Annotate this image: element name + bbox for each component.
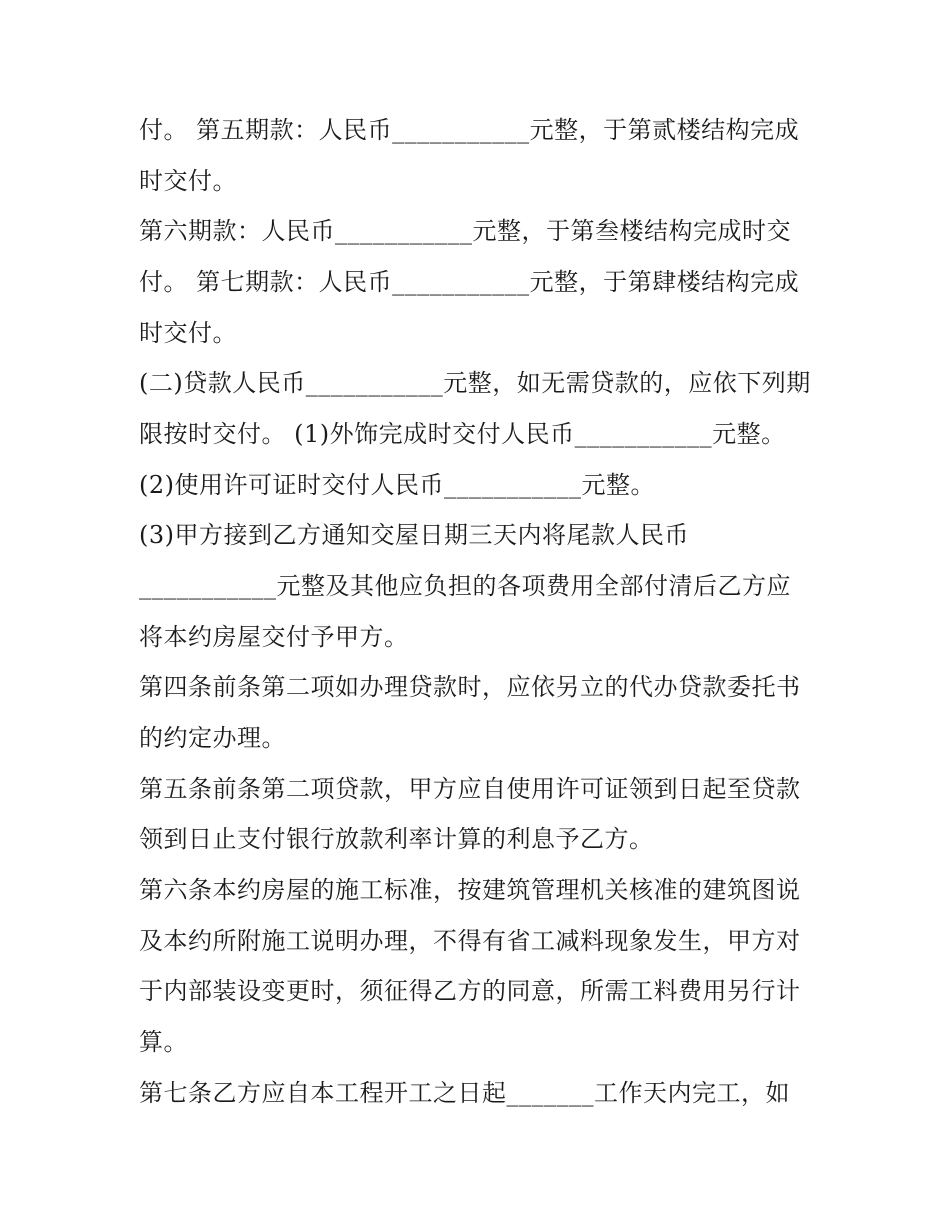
text-line: 限按时交付。 (1)外饰完成时交付人民币___________元整。: [139, 420, 786, 448]
text-line: 第四条前条第二项如办理贷款时，应依另立的代办贷款委托书: [139, 673, 801, 701]
text-line: 第七条乙方应自本工程开工之日起_______工作天内完工，如: [139, 1079, 790, 1107]
text-line: 付。 第七期款：人民币___________元整，于第肆楼结构完成: [139, 268, 800, 296]
text-line: (二)贷款人民币___________元整，如无需贷款的，应依下列期: [139, 369, 811, 397]
text-line: 及本约所附施工说明办理，不得有省工减料现象发生，甲方对: [139, 927, 801, 955]
text-line: 第五条前条第二项贷款，甲方应自使用许可证领到日起至贷款: [139, 775, 801, 803]
text-line: 算。: [139, 1028, 188, 1056]
text-line: 时交付。: [139, 167, 237, 195]
text-line: 的约定办理。: [139, 724, 286, 752]
text-line: 将本约房屋交付予甲方。: [139, 623, 409, 651]
text-line: 于内部装设变更时，须征得乙方的同意，所需工料费用另行计: [139, 977, 801, 1005]
text-line: 领到日止支付银行放款利率计算的利息予乙方。: [139, 825, 654, 853]
text-line: (3)甲方接到乙方通知交屋日期三天内将尾款人民币: [139, 521, 689, 549]
text-line: 第六条本约房屋的施工标准，按建筑管理机关核准的建筑图说: [139, 876, 801, 904]
text-line: 第六期款：人民币___________元整，于第叁楼结构完成时交: [139, 217, 791, 245]
text-line: 付。 第五期款：人民币___________元整，于第贰楼结构完成: [139, 116, 800, 144]
text-line: ___________元整及其他应负担的各项费用全部付清后乙方应: [139, 572, 791, 600]
text-line: 时交付。: [139, 319, 237, 347]
text-line: (2)使用许可证时交付人民币___________元整。: [139, 471, 655, 499]
